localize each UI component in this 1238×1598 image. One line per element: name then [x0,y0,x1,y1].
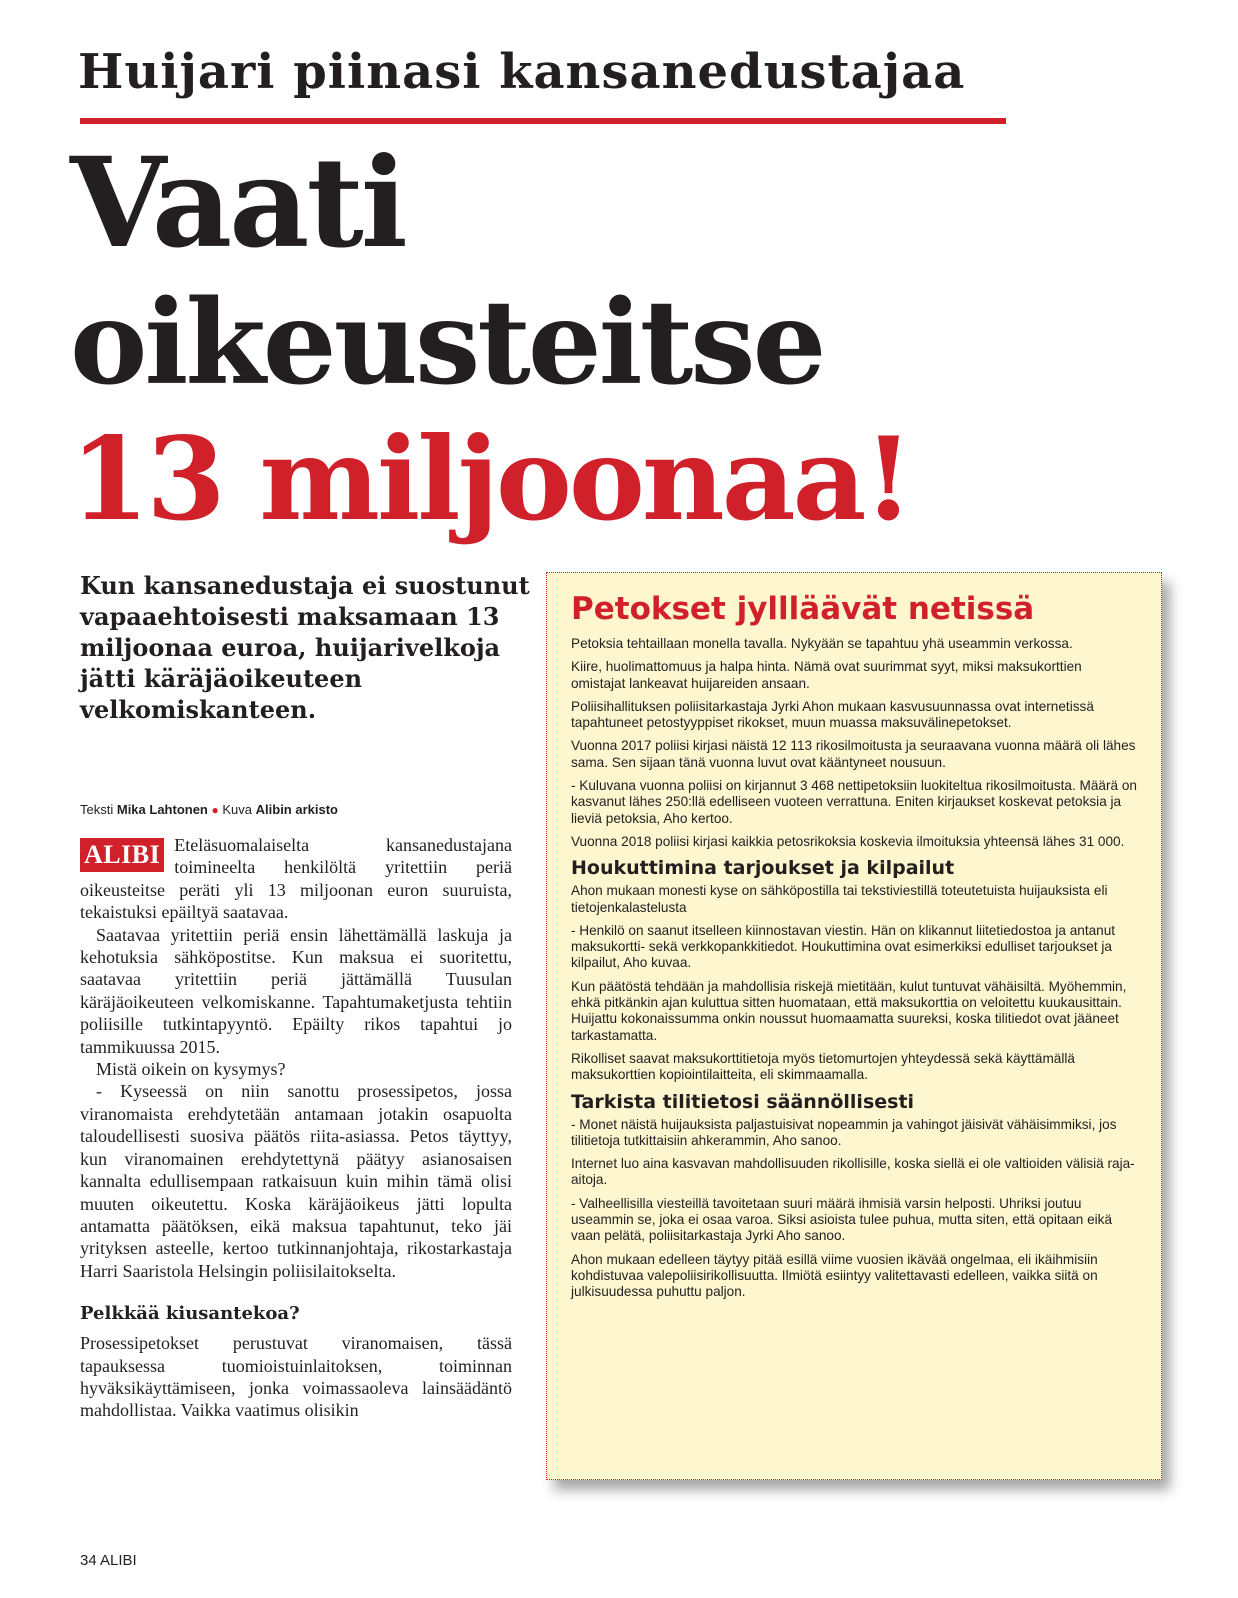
sidebar-paragraph-3: Poliisihallituksen poliisitarkastaja Jyrki Ahon mukaan kasvusuunnassa ovat internetissä tapahtuneet petostyyppiset rikokset, muun muassa maksuvälinepetokset. [571,698,1094,731]
body-paragraph-4: - Kyseessä on niin sanottu prosessipetos, jossa viranomaista erehdytetään antamaan jotakin osapuolta taloudellisesti suosiva päätös riita-asiassa. Petos täyttyy, kun viranomainen erehdytettynä päätyy asianosaisen kannalta edullisempaan ratkaisuun kuin mihin tämä olisi muuten oikeutettu. Koska käräjäoikeus jätti lopulta antamatta päätöksen, eikä maksua tapahtunut, teko jäi yrityksen asteelle, kertoo tutkinnanjohtaja, rikostarkastaja Harri Saaristola Helsingin poliisilaitokselta. [80,1081,512,1281]
byline [80,802,530,818]
body-paragraph-3: Mistä oikein on kysymys? [96,1059,286,1080]
body-paragraph-1: Eteläsuomalaiselta kansanedustajana toimineelta henkilöltä yritettiin periä oikeusteitse peräti yli 13 miljoonan euron suuruista, tekaistuksi epäiltyä saatavaa. [80,835,512,923]
byline-photo: Alibin arkisto [255,802,338,817]
body-paragraph-2: Saatavaa yritettiin periä ensin lähettämällä laskuja ja kehotuksia sähköpostitse. Kun maksua ei suoritettu, saatavaa yritettiin periä jättämällä Tuusulan käräjäoikeuteen velkomiskanne. Tapahtumaketjusta tehtiin poliisille tutkintapyyntö. Epäilty rikos tapahtui jo tammikuussa 2015. [80,924,512,1057]
headline-line-1: Vaati [70,131,405,276]
sidebar-paragraph-12: Internet luo aina kasvavan mahdollisuuden rikollisille, koska siellä ei ole valtioiden välisiä raja-aitoja. [571,1156,1135,1188]
sidebar-paragraph-9: Kun päätöstä tehdään ja mahdollisia riskejä mietitään, kulut tuntuvat vähäisiltä. Myöhemmin, ehkä pitkänkin ajan kuluttua sitten huomataan, että maksukorttia on veloitettu kuukausittain. Huijattu kokonaissumma onkin noussut huomaamatta suureksi, koska tilitiedot ovat jääneet tarkastamatta. [571,978,1127,1043]
headline-line-3: 13 miljoonaa! [70,412,911,546]
page-number: 34 ALIBI [80,1552,137,1569]
article-body [80,834,512,1422]
sidebar-paragraph-14: Ahon mukaan edelleen täytyy pitää esillä viime vuosien ikävää ongelmaa, eli ikäihmisiin kohdistuvaa valepoliisirikollisuutta. Ilmiötä esiintyy valitettavasti edelleen, vaikka siitä on julkisuudessa puhuttu paljon. [571,1251,1098,1300]
body-paragraph-5: Prosessipetokset perustuvat viranomaisen, tässä tapauksessa tuomioistuinlaitoksen, toiminnan hyväksikäyttämiseen, jonka voimassaoleva lainsäädäntö mahdollistaa. Vaikka vaatimus olisikin [80,1333,512,1421]
body-subheading: Pelkkää kiusantekoa? [80,1303,300,1325]
sidebar-paragraph-10: Rikolliset saavat maksukorttitietoja myös tietomurtojen yhteydessä sekä käyttämällä maksukorttien kopiointilaitteita, eli skimmaamalla. [571,1050,1075,1083]
sidebar-paragraph-8: - Henkilö on saanut itselleen kiinnostavan viestin. Hän on klikannut liitetiedostoa ja antanut maksukortti- sekä verkkopankkitiedot. Houkuttimina ovat esimerkiksi edulliset tarjoukset ja kilpailut, Aho kuvaa. [571,922,1116,971]
headline-line-2: oikeusteitse [70,275,824,411]
alibi-logo: ALIBI [80,838,164,872]
kicker-headline: Huijari piinasi kansanedustajaa [78,44,966,100]
sidebar-paragraph-2: Kiire, huolimattomuus ja halpa hinta. Nämä ovat suurimmat syyt, miksi maksukorttien omistajat lankeavat huijareiden ansaan. [571,659,1082,691]
sidebar-paragraph-5: - Kuluvana vuonna poliisi on kirjannut 3 468 nettipetoksiin luokiteltua rikosilmoitusta. Määrä on kasvanut lähes 250:llä edelliseen vuoteen verrattuna. Eniten kirjaukset koskevat petoksia ja lieviä petoksia, Aho kertoo. [571,778,1137,826]
lead-paragraph: Kun kansanedustaja ei suostunut vapaaehtoisesti maksamaan 13 miljoonaa euroa, huijarivelkoja jätti käräjäoikeuteen velkomiskanteen. [80,571,530,724]
sidebar-paragraph-7: Ahon mukaan monesti kyse on sähköpostilla tai tekstiviestillä toteutetuista huijauksista eli tietojenkalastelusta [571,883,1108,915]
kicker-red-rule [80,118,1006,124]
sidebar-paragraph-11: - Monet näistä huijauksista paljastuisivat nopeammin ja vahingot jäisivät vähäisimmiksi, jos tilitietoja tutkittaisiin ahkerammin, Aho sanoo. [571,1116,1117,1148]
byline-photo-label: Kuva [222,802,253,817]
sidebar-box [546,572,1162,1480]
sidebar-paragraph-4: Vuonna 2017 poliisi kirjasi näistä 12 113 rikosilmoitusta ja seuraavana vuonna määrä oli lähes sama. Sen sijaan tänä vuonna luvut ovat kääntyneet nousuun. [571,738,1136,770]
byline-text-label: Teksti [80,802,114,817]
byline-dot-icon: ● [211,803,219,817]
sidebar-paragraph-13: - Valheellisilla viesteillä tavoitetaan suuri määrä ihmisiä varsin helposti. Uhriksi joutuu useammin se, joka ei osaa varoa. Siksi asioista tulee puhua, mutta siten, että opitaan eikä vaan pelätä, poliisitarkastaja Jyrki Aho sanoo. [571,1195,1113,1244]
byline-author: Mika Lahtonen [116,802,208,817]
sidebar-paragraph-1: Petoksia tehtaillaan monella tavalla. Nykyään se tapahtuu yhä useammin verkossa. [571,636,1073,651]
sidebar-subheading-1: Houkuttimina tarjoukset ja kilpailut [571,857,955,880]
sidebar-paragraph-6: Vuonna 2018 poliisi kirjasi kaikkia petosrikoksia koskevia ilmoituksia yhteensä lähes 31 000. [571,833,1125,849]
sidebar-title: Petokset jyllläävät netissä [571,591,1035,627]
sidebar-subheading-2: Tarkista tilitietosi säännöllisesti [571,1090,915,1113]
